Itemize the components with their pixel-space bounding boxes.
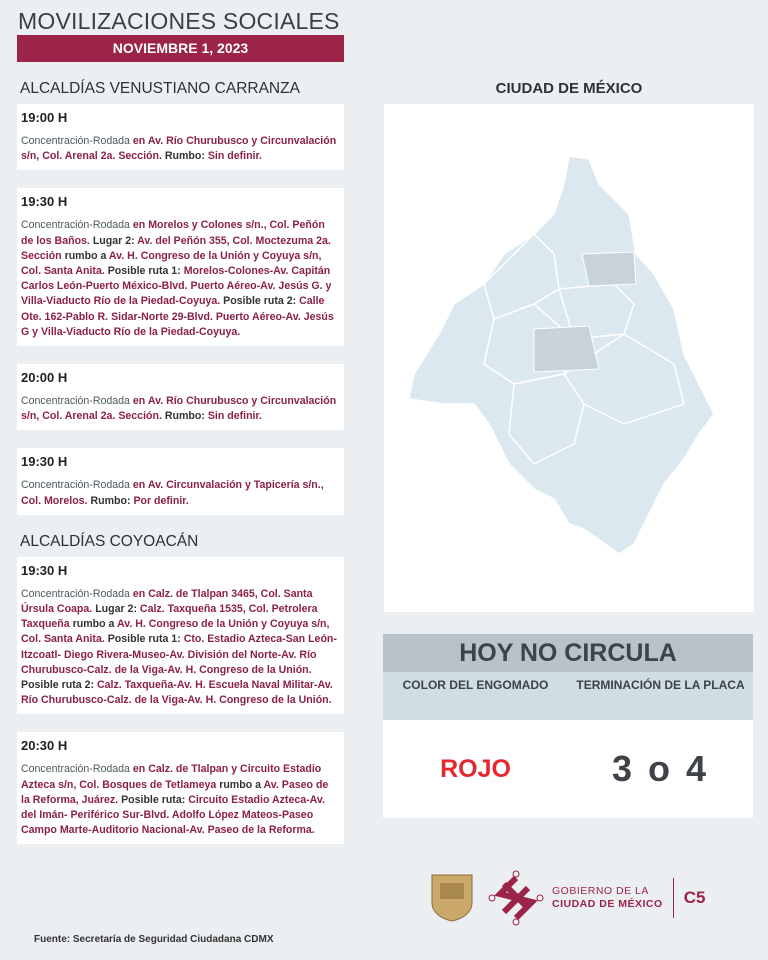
description-segment: en: [132, 395, 148, 408]
event-time: 19:30 H: [21, 454, 68, 470]
description-segment: Lugar 2:: [92, 234, 138, 247]
description-segment: Av. H. Congreso de la Unión y Coyuya s/n, Col. Santa Anita.: [21, 249, 322, 278]
cdmx-logo-icon: [488, 870, 544, 926]
event-time: 20:30 H: [21, 738, 68, 754]
description-segment: Av. Río Churubusco y Circunvalación s/n, Col. Arenal 2a. Sección.: [21, 395, 337, 423]
cdmx-map: [384, 104, 754, 612]
description-segment: en: [132, 479, 148, 492]
event-card: [17, 104, 344, 170]
description-segment: Sin definir.: [207, 150, 262, 163]
event-description: [21, 134, 340, 164]
description-segment: Cto. Estadio Azteca-San León-Itzcoatl- Diego Rivera-Museo-Av. División del Norte-Av. Río Churubusco-Calz. de la Viga-Av. H. Congreso de la Unión.: [21, 633, 337, 676]
description-segment: Concentración-Rodada: [21, 135, 133, 147]
events-list: [17, 78, 344, 862]
description-segment: Calle Ote. 162-Pablo R. Sidar-Norte 29-Blvd. Puerto Aéreo-Av. Jesús G y Villa-Viaducto Río de la Piedad-Coyuya.: [21, 295, 334, 338]
plate-label: TERMINACIÓN DE LA PLACA: [576, 678, 745, 692]
description-segment: Circuito Estadio Azteca-Av. del Imán- Periférico Sur-Blvd. Adolfo López Mateos-Paseo Campo Marte-Auditorio Nacional-Av. Paseo de la Reforma.: [21, 793, 325, 837]
highlighted-region-coyoacan: [534, 326, 599, 372]
description-segment: Concentración-Rodada: [21, 479, 133, 492]
description-segment: Posible ruta 2:: [21, 679, 97, 692]
description-segment: en: [132, 587, 149, 600]
event-card: [17, 364, 344, 430]
date-banner: NOVIEMBRE 1, 2023: [17, 35, 344, 62]
event-description: [21, 762, 340, 838]
description-segment: Posible ruta 1:: [107, 633, 184, 646]
description-segment: Rumbo:: [90, 494, 134, 507]
description-segment: Posible ruta 2:: [223, 295, 300, 308]
description-segment: Calz. de Tlalpan y Circuito Estadio Azteca s/n, Col. Bosques de Tetlameya: [21, 763, 322, 791]
source-note: Fuente: Secretaría de Seguridad Ciudadana CDMX: [34, 934, 274, 945]
description-segment: Morelos-Colones-Av. Capitán Carlos León-Puerto México-Blvd. Puerto Aéreo-Av. Jesús G. y Villa-Viaducto Río de la Piedad-Coyuya.: [21, 265, 332, 308]
description-segment: Av. H. Congreso de la Unión y Coyuya s/n, Col. Santa Anita.: [21, 618, 330, 646]
description-segment: en: [132, 135, 148, 147]
event-description: [21, 394, 340, 424]
description-segment: Posible ruta 1:: [107, 265, 184, 278]
description-segment: Rumbo:: [164, 410, 208, 423]
description-segment: en: [132, 219, 149, 232]
description-segment: Av. Río Churubusco y Circunvalación s/n, Col. Arenal 2a. Sección.: [21, 135, 337, 163]
hoy-no-circula-title: HOY NO CIRCULA: [383, 634, 753, 672]
description-segment: Por definir.: [133, 494, 189, 507]
event-card: [17, 732, 344, 844]
hoy-no-circula-panel: [383, 634, 753, 818]
description-segment: rumbo a: [219, 778, 264, 791]
event-time: 20:00 H: [21, 370, 68, 386]
cdmx-shield-icon: [430, 873, 474, 923]
description-segment: Concentración-Rodada: [21, 395, 133, 408]
description-segment: en: [132, 763, 149, 776]
event-time: 19:00 H: [21, 110, 68, 125]
description-segment: Posible ruta:: [121, 793, 189, 806]
description-segment: Sin definir.: [207, 410, 262, 423]
description-segment: Av. Circunvalación y Tapicería s/n., Col. Morelos.: [21, 479, 324, 507]
event-card: [17, 557, 344, 715]
section-title: ALCALDÍAS COYOACÁN: [20, 532, 199, 550]
description-segment: Rumbo:: [164, 150, 208, 163]
description-segment: Calz. Taxqueña 1535, Col. Petrolera Taxqueña: [21, 603, 318, 631]
gob-line2: CIUDAD DE MÉXICO: [552, 898, 663, 910]
footer-logos: [430, 870, 705, 926]
map-title: CIUDAD DE MÉXICO: [495, 80, 643, 97]
event-card: [17, 188, 344, 346]
event-time: 19:30 H: [21, 562, 68, 578]
color-label: COLOR DEL ENGOMADO: [402, 678, 549, 692]
logo-divider: [673, 878, 674, 918]
sticker-color: ROJO: [440, 754, 511, 783]
event-card: [17, 448, 344, 514]
description-segment: Morelos y Colones s/n., Col. Peñón de los Baños.: [21, 219, 325, 247]
event-time: 19:30 H: [21, 194, 68, 210]
event-description: [21, 478, 340, 508]
description-segment: Concentración-Rodada: [21, 219, 133, 232]
description-segment: Concentración-Rodada: [21, 587, 133, 600]
description-segment: rumbo a: [72, 618, 117, 631]
description-segment: Av. Paseo de la Reforma, Juárez.: [21, 778, 329, 806]
description-segment: Av. del Peñón 355, Col. Moctezuma 2a. Sección: [21, 234, 331, 262]
event-description: [21, 587, 340, 709]
description-segment: Calz. Taxqueña-Av. H. Escuela Naval Militar-Av. Río Churubusco-Calz. de la Viga-Av. H. Congreso de la Unión.: [21, 679, 333, 707]
gob-line1: GOBIERNO DE LA: [552, 885, 649, 897]
page-title: MOVILIZACIONES SOCIALES: [18, 8, 340, 34]
c5-logo: C5: [683, 888, 706, 907]
highlighted-region-venustiano-carranza: [582, 252, 636, 286]
description-segment: Concentración-Rodada: [21, 763, 133, 776]
description-segment: rumbo a: [64, 249, 109, 262]
section-title: ALCALDÍAS VENUSTIANO CARRANZA: [20, 80, 300, 97]
description-segment: Calz. de Tlalpan 3465, Col. Santa Úrsula Coapa.: [21, 587, 313, 616]
plate-digits: 3 o 4: [611, 748, 710, 789]
event-description: [21, 218, 340, 340]
description-segment: Lugar 2:: [95, 603, 140, 616]
